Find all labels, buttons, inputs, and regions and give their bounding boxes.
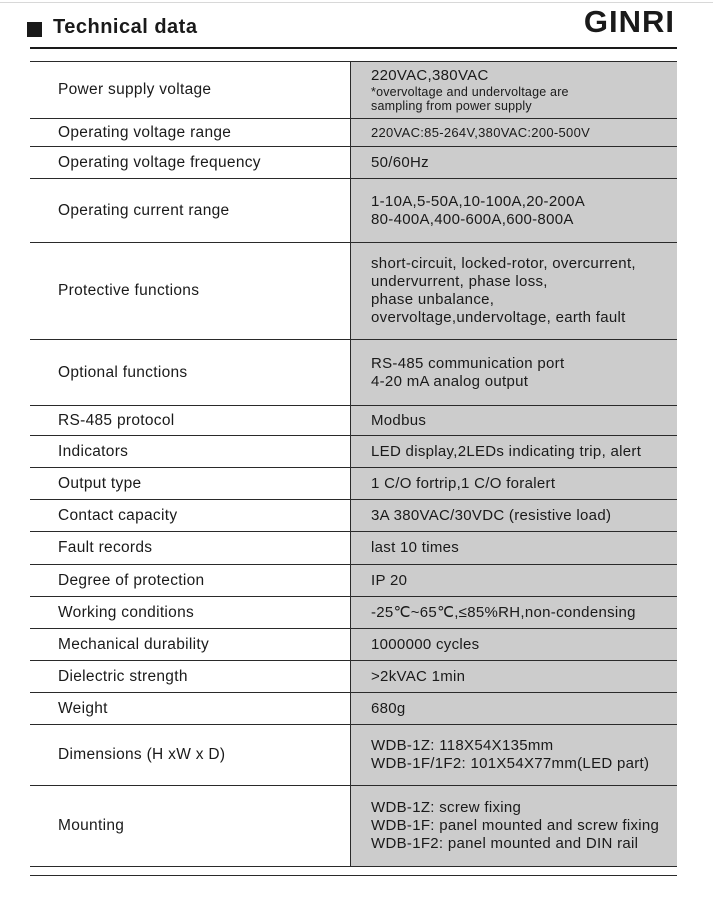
value-line: 220VAC:85-264V,380VAC:200-500V: [371, 124, 591, 140]
value-line: 4-20 mA analog output: [371, 372, 529, 390]
row-value: [351, 436, 677, 467]
row-value: [351, 243, 677, 339]
row-label: Protective functions: [30, 243, 351, 339]
value-line: 50/60Hz: [371, 153, 429, 171]
value-line: last 10 times: [371, 539, 460, 556]
value-line: IP 20: [371, 571, 408, 589]
row-value: [351, 725, 677, 785]
value-line: -25℃~65℃,≤85%RH,non-condensing: [371, 603, 636, 621]
value-line: undervurrent, phase loss,: [371, 273, 548, 290]
row-label: Dielectric strength: [30, 661, 351, 692]
table-row: [30, 565, 677, 597]
row-value: [351, 406, 677, 435]
row-label: Contact capacity: [30, 500, 351, 531]
section-title: Technical data: [53, 16, 198, 38]
value-line: sampling from power supply: [371, 99, 532, 113]
row-label: Operating current range: [30, 179, 351, 242]
technical-data-table: [30, 61, 677, 867]
value-line: WDB-1Z: screw fixing: [371, 799, 522, 816]
table-row: [30, 786, 677, 867]
value-line: *overvoltage and undervoltage are: [371, 85, 569, 99]
page-header: [0, 0, 713, 52]
row-label: Power supply voltage: [30, 62, 351, 118]
table-row: [30, 406, 677, 436]
table-row: [30, 61, 677, 119]
row-value: [351, 532, 677, 564]
row-label: Mounting: [30, 786, 351, 866]
table-row: [30, 725, 677, 786]
value-line: 1 C/O fortrip,1 C/O foralert: [371, 474, 556, 492]
table-row: [30, 500, 677, 532]
row-label: RS-485 protocol: [30, 406, 351, 435]
value-line: RS-485 communication port: [371, 354, 565, 372]
value-line: 80-400A,400-600A,600-800A: [371, 210, 574, 228]
row-value: [351, 693, 677, 724]
row-value: [351, 597, 677, 628]
table-row: [30, 243, 677, 340]
row-label: Operating voltage range: [30, 119, 351, 146]
row-label: Dimensions (H xW x D): [30, 725, 351, 785]
table-row: [30, 693, 677, 725]
row-label: Weight: [30, 693, 351, 724]
value-line: overvoltage,undervoltage, earth fault: [371, 309, 626, 326]
brand-logo: GINRI: [583, 4, 675, 39]
row-value: [351, 340, 677, 405]
row-value: [351, 468, 677, 499]
table-row: [30, 179, 677, 243]
table-row: [30, 532, 677, 565]
value-line: 220VAC,380VAC: [371, 67, 489, 84]
value-line: 1000000 cycles: [371, 635, 480, 653]
value-line: Modbus: [371, 411, 427, 429]
table-row: [30, 629, 677, 661]
value-line: short-circuit, locked-rotor, overcurrent,: [371, 255, 636, 272]
table-row: [30, 468, 677, 500]
row-value: [351, 661, 677, 692]
value-line: WDB-1Z: 118X54X135mm: [371, 737, 554, 754]
value-line: WDB-1F: panel mounted and screw fixing: [371, 817, 660, 834]
row-label: Output type: [30, 468, 351, 499]
value-line: phase unbalance,: [371, 291, 495, 308]
row-label: Degree of protection: [30, 565, 351, 596]
value-line: WDB-1F2: panel mounted and DIN rail: [371, 835, 639, 852]
section-bullet-icon: [27, 22, 42, 37]
row-value: [351, 500, 677, 531]
value-line: 3A 380VAC/30VDC (resistive load): [371, 506, 612, 524]
value-line: 680g: [371, 699, 406, 717]
row-value: [351, 62, 677, 118]
row-value: [351, 119, 677, 146]
row-label: Operating voltage frequency: [30, 147, 351, 178]
row-label: Mechanical durability: [30, 629, 351, 660]
table-row: [30, 661, 677, 693]
table-row: [30, 340, 677, 406]
row-label: Optional functions: [30, 340, 351, 405]
table-row: [30, 119, 677, 147]
value-line: >2kVAC 1min: [371, 667, 466, 685]
table-bottom-border: [30, 875, 677, 876]
row-label: Working conditions: [30, 597, 351, 628]
row-value: [351, 179, 677, 242]
row-label: Fault records: [30, 532, 351, 564]
row-label: Indicators: [30, 436, 351, 467]
header-divider: [30, 47, 677, 49]
value-line: WDB-1F/1F2: 101X54X77mm(LED part): [371, 755, 650, 772]
table-row: [30, 597, 677, 629]
row-value: [351, 565, 677, 596]
row-value: [351, 147, 677, 178]
table-row: [30, 147, 677, 179]
value-line: 1-10A,5-50A,10-100A,20-200A: [371, 192, 586, 210]
row-value: [351, 629, 677, 660]
value-line: LED display,2LEDs indicating trip, alert: [371, 442, 642, 460]
row-value: [351, 786, 677, 866]
table-row: [30, 436, 677, 468]
